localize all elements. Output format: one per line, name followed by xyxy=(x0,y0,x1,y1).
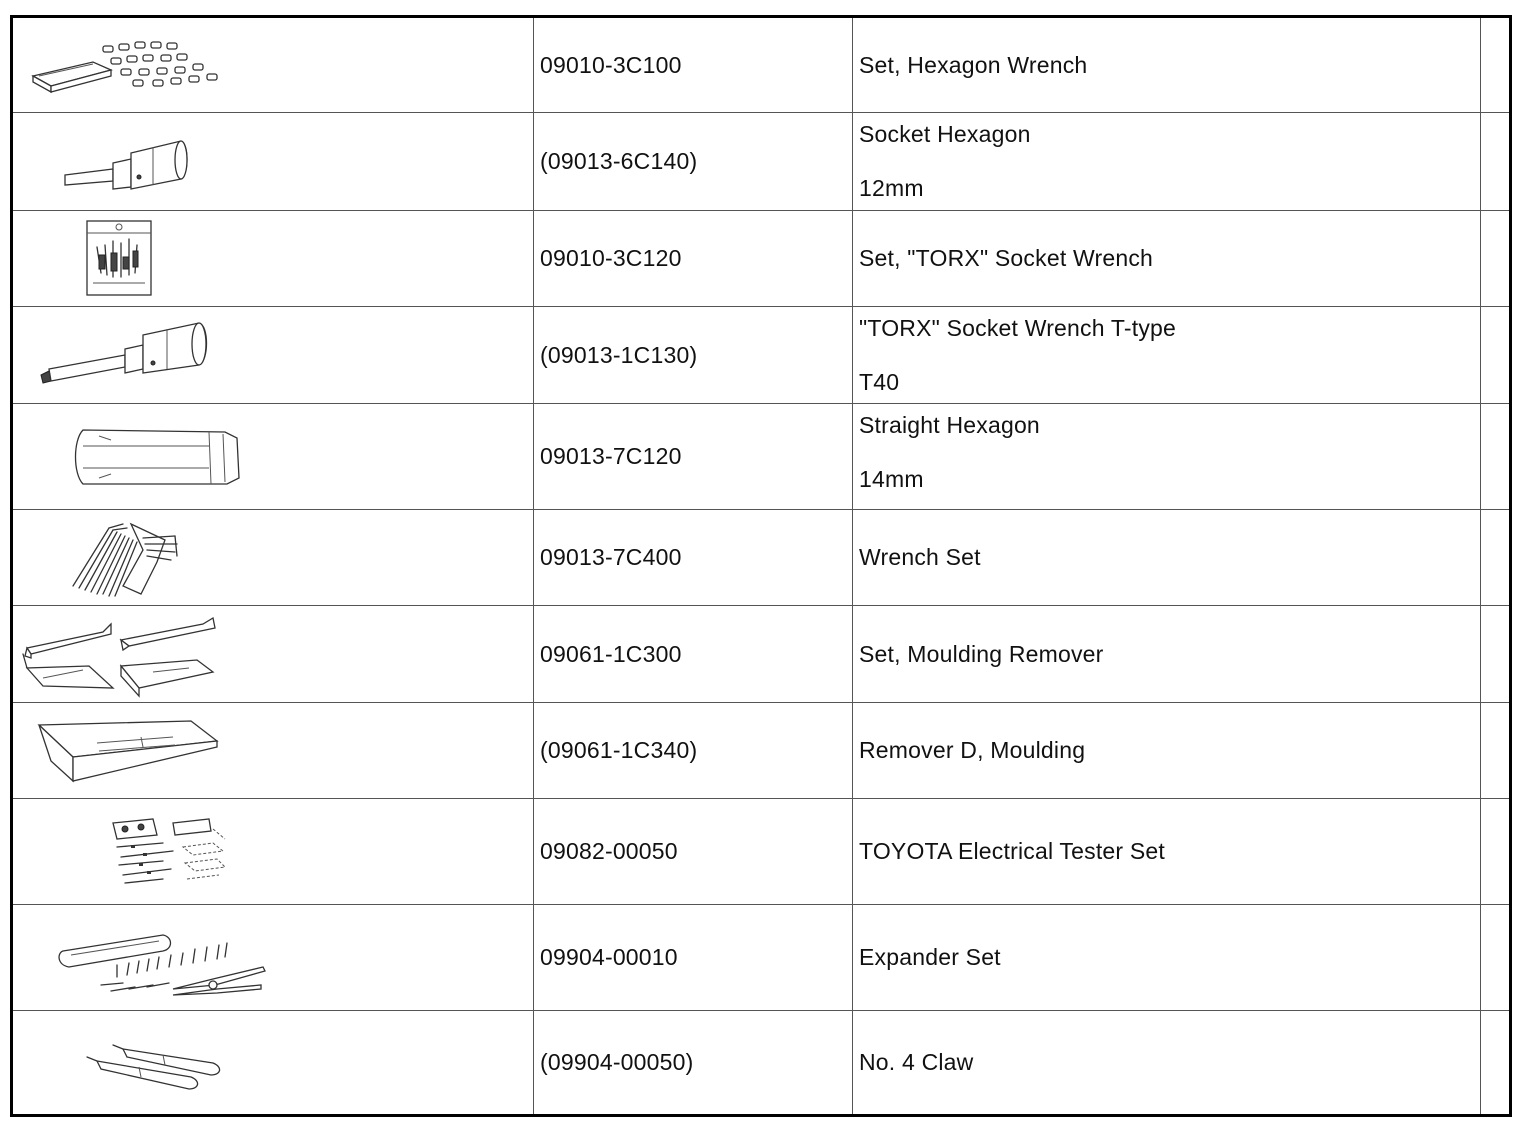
tool-description xyxy=(853,799,1481,905)
tool-illustration-cell xyxy=(12,211,534,307)
claw-icon xyxy=(13,1011,534,1116)
table-row xyxy=(12,307,1511,404)
table-row xyxy=(12,703,1511,799)
description-line-2: T40 xyxy=(859,369,900,395)
part-number: (09013-1C130) xyxy=(534,307,853,404)
moulding-remover-set-icon xyxy=(13,606,534,703)
tool-description xyxy=(853,404,1481,510)
table-row xyxy=(12,17,1511,113)
tool-description xyxy=(853,510,1481,606)
part-number: 09013-7C120 xyxy=(534,404,853,510)
wrench-set-icon xyxy=(13,510,534,606)
electrical-tester-set-icon xyxy=(13,799,534,905)
tool-illustration-cell xyxy=(12,799,534,905)
description-line-1: Set, Hexagon Wrench xyxy=(859,51,1088,78)
note-cell xyxy=(1481,1011,1511,1116)
description-line-1: "TORX" Socket Wrench T-type xyxy=(859,315,1177,341)
description-line-1: Set, "TORX" Socket Wrench xyxy=(859,245,1154,271)
tool-illustration-cell xyxy=(12,510,534,606)
description-line-1: Straight Hexagon xyxy=(859,412,1040,438)
table-row xyxy=(12,404,1511,510)
part-number: (09061-1C340) xyxy=(534,703,853,799)
description-line-2: 14mm xyxy=(859,466,924,492)
description-line-1: Expander Set xyxy=(859,944,1001,970)
description-line-1: Remover D, Moulding xyxy=(859,737,1086,763)
tool-illustration-cell xyxy=(12,1011,534,1116)
tool-description xyxy=(853,113,1481,211)
torx-socket-wrench-icon xyxy=(13,307,534,404)
hexagon-wrench-set-icon xyxy=(13,18,534,113)
tool-illustration-cell xyxy=(12,703,534,799)
part-number: 09061-1C300 xyxy=(534,606,853,703)
tool-description xyxy=(853,17,1481,113)
note-cell xyxy=(1481,510,1511,606)
note-cell xyxy=(1481,703,1511,799)
description-line-1: No. 4 Claw xyxy=(859,1049,974,1075)
note-cell xyxy=(1481,799,1511,905)
tool-description xyxy=(853,606,1481,703)
part-number: (09904-00050) xyxy=(534,1011,853,1116)
part-number: 09082-00050 xyxy=(534,799,853,905)
note-cell xyxy=(1481,17,1511,113)
part-number: 09013-7C400 xyxy=(534,510,853,606)
table-row xyxy=(12,606,1511,703)
table-row xyxy=(12,1011,1511,1116)
part-number: (09013-6C140) xyxy=(534,113,853,211)
tool-illustration-cell xyxy=(12,905,534,1011)
description-line-1: Socket Hexagon xyxy=(859,121,1031,147)
note-cell xyxy=(1481,905,1511,1011)
part-number: 09010-3C120 xyxy=(534,211,853,307)
tool-illustration-cell xyxy=(12,17,534,113)
description-line-1: Wrench Set xyxy=(859,544,981,570)
note-cell xyxy=(1481,404,1511,510)
torx-socket-set-icon xyxy=(13,211,534,307)
description-line-1: Set, Moulding Remover xyxy=(859,640,1104,667)
table-row xyxy=(12,211,1511,307)
tool-description xyxy=(853,307,1481,404)
part-number: 09904-00010 xyxy=(534,905,853,1011)
note-cell xyxy=(1481,113,1511,211)
tool-description xyxy=(853,905,1481,1011)
tool-description xyxy=(853,1011,1481,1116)
table-row xyxy=(12,113,1511,211)
special-service-tools-table xyxy=(10,15,1512,1117)
tool-description xyxy=(853,211,1481,307)
tool-illustration-cell xyxy=(12,606,534,703)
table-row xyxy=(12,799,1511,905)
description-line-2: 12mm xyxy=(859,175,924,201)
tool-illustration-cell xyxy=(12,404,534,510)
straight-hexagon-icon xyxy=(13,404,534,510)
tool-illustration-cell xyxy=(12,113,534,211)
note-cell xyxy=(1481,307,1511,404)
socket-hexagon-icon xyxy=(13,113,534,211)
part-number: 09010-3C100 xyxy=(534,17,853,113)
moulding-remover-icon xyxy=(13,703,534,799)
tool-description xyxy=(853,703,1481,799)
note-cell xyxy=(1481,211,1511,307)
tool-illustration-cell xyxy=(12,307,534,404)
table-row xyxy=(12,510,1511,606)
table-row xyxy=(12,905,1511,1011)
expander-set-icon xyxy=(13,905,534,1011)
note-cell xyxy=(1481,606,1511,703)
description-line-1: TOYOTA Electrical Tester Set xyxy=(859,838,1165,864)
